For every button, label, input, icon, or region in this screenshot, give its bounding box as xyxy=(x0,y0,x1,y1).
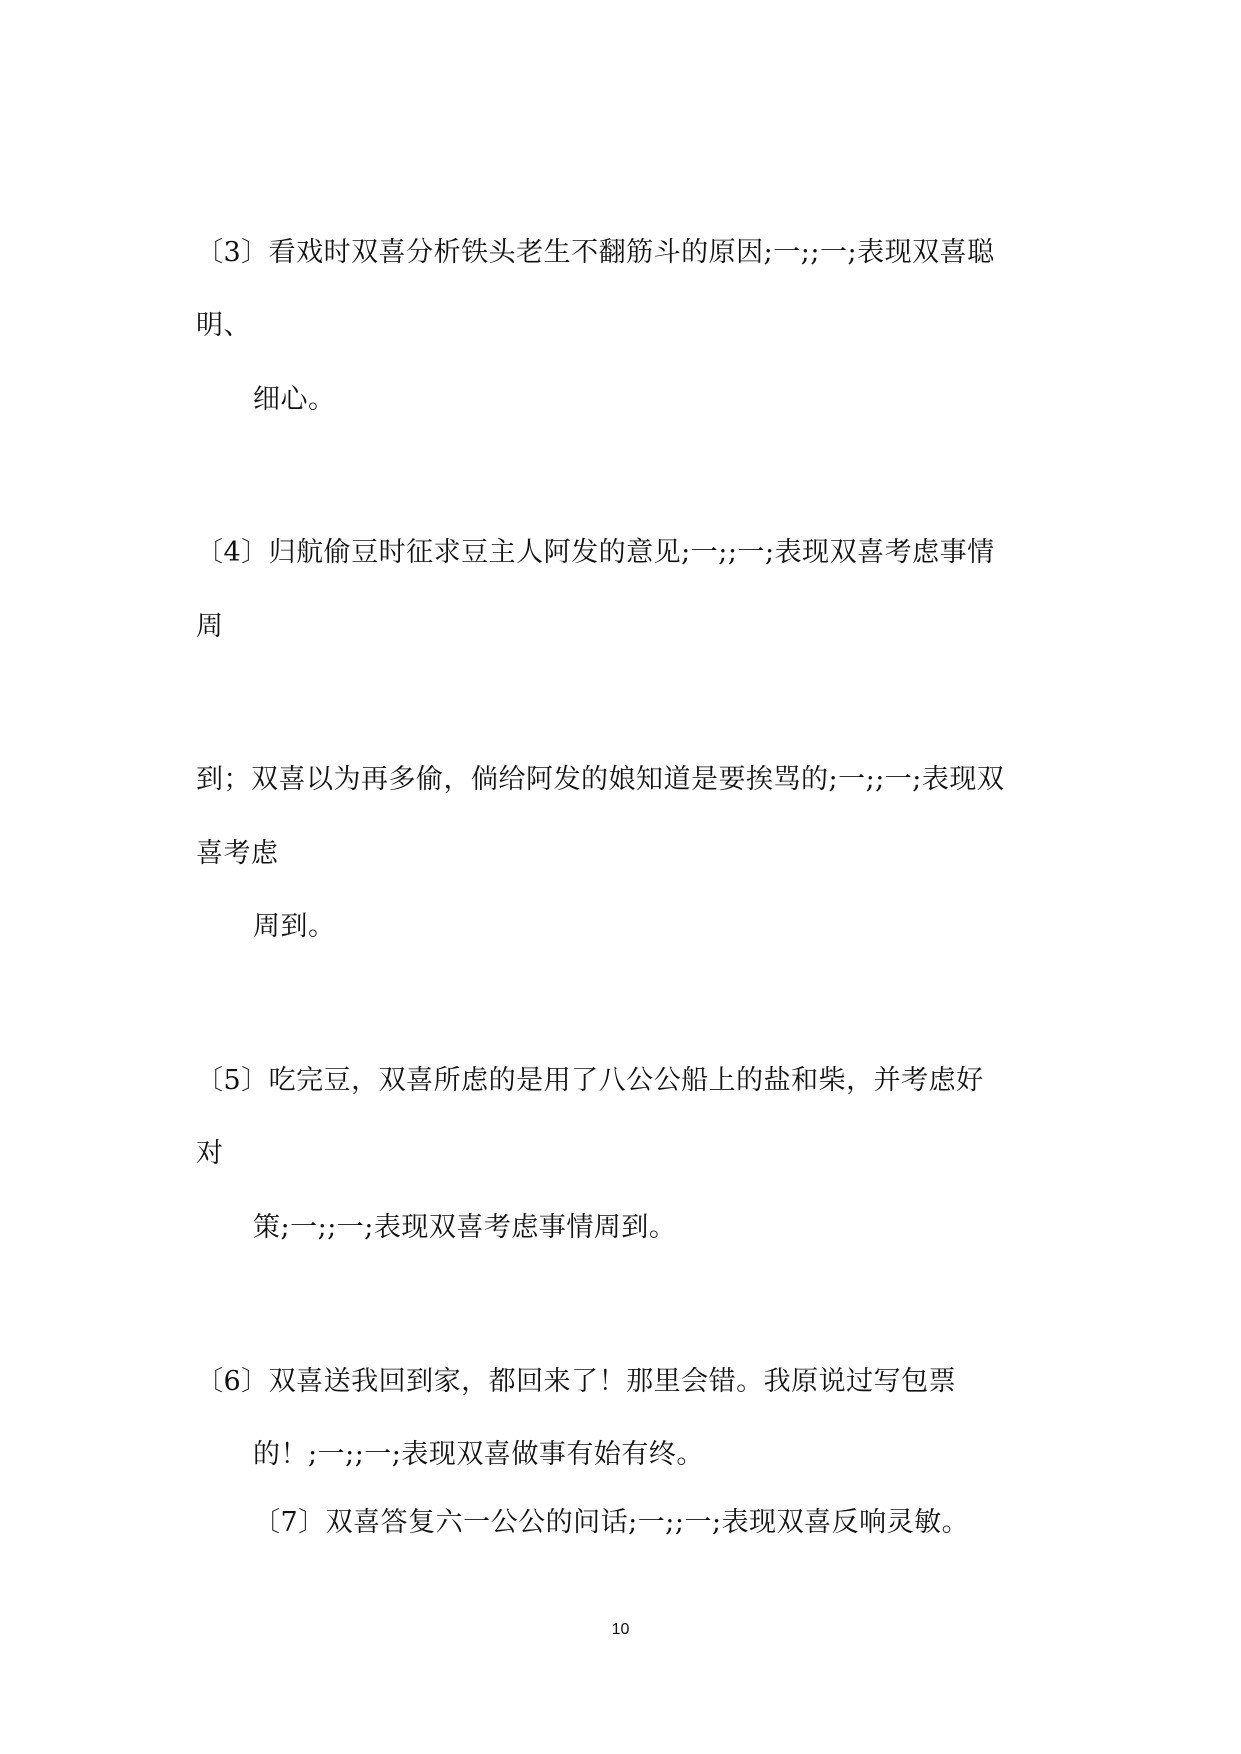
paragraph-4-line-1: 〔4〕归航偷豆时征求豆主人阿发的意见;一;;一;表现双喜考虑事情 xyxy=(196,537,995,568)
page-number: 10 xyxy=(611,1621,630,1638)
paragraph-3-line-2: 明、 xyxy=(196,310,251,341)
paragraph-3-line-3: 细心。 xyxy=(253,384,336,415)
paragraph-4-line-2: 周 xyxy=(196,611,224,642)
paragraph-4-line-3: 到；双喜以为再多偷，倘给阿发的娘知道是要挨骂的;一;;一;表现双 xyxy=(196,764,1005,795)
paragraph-6-line-2: 的！;一;;一;表现双喜做事有始有终。 xyxy=(253,1439,704,1470)
paragraph-5-line-1: 〔5〕吃完豆，双喜所虑的是用了八公公船上的盐和柴，并考虑好 xyxy=(196,1065,984,1096)
paragraph-5-line-2: 对 xyxy=(196,1138,224,1169)
paragraph-5-line-3: 策;一;;一;表现双喜考虑事情周到。 xyxy=(253,1212,677,1243)
paragraph-6-line-1: 〔6〕双喜送我回到家，都回来了！那里会错。我原说过写包票 xyxy=(196,1366,957,1397)
paragraph-4-line-5: 周到。 xyxy=(253,911,336,942)
paragraph-3-line-1: 〔3〕看戏时双喜分析铁头老生不翻筋斗的原因;一;;一;表现双喜聪 xyxy=(196,237,995,268)
paragraph-4-line-4: 喜考虑 xyxy=(196,838,279,869)
paragraph-7-line-1: 〔7〕双喜答复六一公公的问话;一;;一;表现双喜反响灵敏。 xyxy=(253,1507,970,1538)
